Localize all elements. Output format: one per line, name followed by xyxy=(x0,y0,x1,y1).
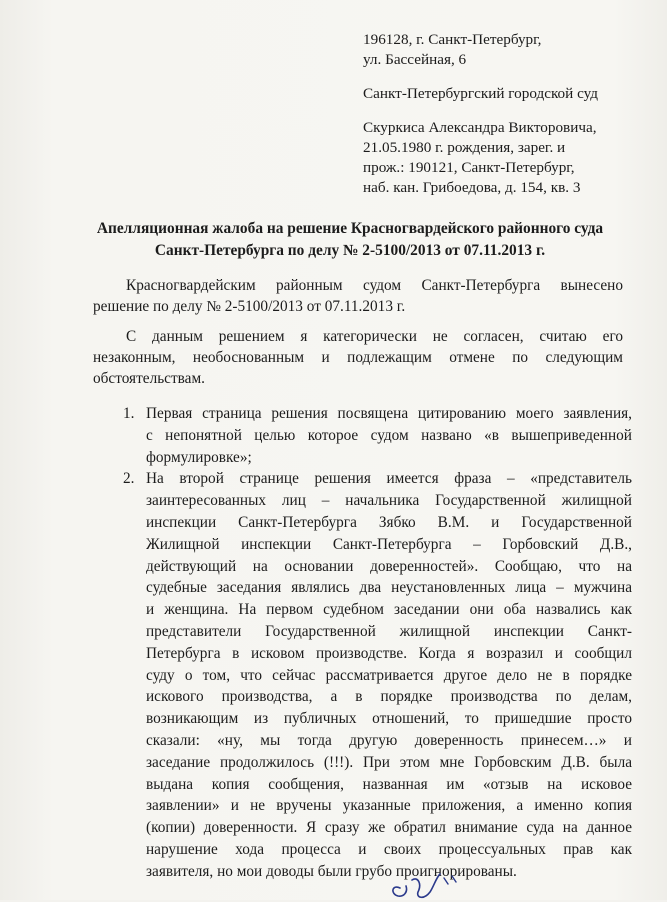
list-number: 1. xyxy=(123,405,135,422)
court-address-line-2: ул. Бассейная, 6 xyxy=(363,51,467,68)
signature-mark xyxy=(378,862,498,902)
paragraph-line: решение по делу № 2-5100/2013 от 07.11.2013 г. xyxy=(93,298,406,315)
list-line: представители Государственной жилищной инспекции Санкт- xyxy=(146,622,632,640)
list-line: формулировке»; xyxy=(146,448,252,466)
list-line: заявлении» и не вручены указанные приложения, а именно копия xyxy=(146,797,632,815)
list-line: с непонятной целью которое судом названо «в вышеприведенной xyxy=(146,426,632,444)
list-line: заседание продолжилось (!!!). При этом мне Горбовским Д.В. была xyxy=(146,753,632,771)
paragraph-line: С данным решением я категорически не согласен, считаю его xyxy=(126,328,623,345)
list-line: заинтересованных лиц – начальника Государственной жилищной xyxy=(146,492,632,510)
court-address-line-1: 196128, г. Санкт-Петербург, xyxy=(363,31,542,48)
list-line: судебные заседания являлись два неустановленных лица – мужчина xyxy=(146,579,632,597)
title-line-2: Санкт-Петербурга по делу № 2-5100/2013 от 07.11.2013 г. xyxy=(154,242,546,259)
document-title xyxy=(70,218,630,262)
list-line: выдана копия сообщения, названная им «отзыв на исковое xyxy=(146,775,632,793)
paragraph-1 xyxy=(93,275,623,317)
list-line: возникающим из публичных отношений, то пришедшие просто xyxy=(146,710,632,728)
paragraph-2 xyxy=(93,326,623,389)
list-line: На второй странице решения имеется фраза – «представитель xyxy=(146,470,632,488)
list-line: (копии) доверенности. Я сразу же обратил внимание суда на данное xyxy=(146,819,632,837)
applicant-birth: 21.05.1980 г. рождения, зарег. и xyxy=(363,139,566,156)
list-line: и женщина. На первом судебном заседании они оба назвались как xyxy=(146,601,632,619)
list-line: искового производства, а в порядке производства по делам, xyxy=(146,688,632,706)
list-line: заявителя, но мои доводы были грубо проигнорированы. xyxy=(146,862,517,880)
list-line: Первая страница решения посвящена цитированию моего заявления, xyxy=(146,405,632,422)
list-line: суду о том, что сейчас рассматривается другое дело не в порядке xyxy=(146,666,632,684)
applicant-address-2: наб. кан. Грибоедова, д. 154, кв. 3 xyxy=(363,179,581,196)
list-line: Петербурга в исковом производстве. Когда я возразил и сообщил xyxy=(146,644,632,662)
addressee-block xyxy=(363,30,653,198)
list-item-2 xyxy=(93,468,633,882)
applicant-name: Скуркиса Александра Викторовича, xyxy=(363,119,597,136)
list-line: Жилищной инспекции Санкт-Петербурга – Горбовский Д.В., xyxy=(146,535,632,553)
list-line: инспекции Санкт-Петербурга Зябко В.М. и Государственной xyxy=(146,513,632,531)
list-item-1 xyxy=(93,403,633,468)
list-line: действующий на основании доверенностей». Сообщаю, что на xyxy=(146,557,632,575)
applicant-address-1: прож.: 190121, Санкт-Петербург, xyxy=(363,159,575,176)
title-line-1: Апелляционная жалоба на решение Красногвардейского районного суда xyxy=(96,220,604,237)
list-line: нарушение хода процесса и своих процессуальных прав как xyxy=(146,840,632,858)
numbered-list xyxy=(93,403,633,883)
paragraph-line: незаконным, необоснованным и подлежащим отмене по следующим xyxy=(93,349,623,366)
paragraph-line: обстоятельствам. xyxy=(93,370,205,387)
court-name: Санкт-Петербургский городской суд xyxy=(363,85,598,102)
paragraph-line: Красногвардейским районным судом Санкт-Петербурга вынесено xyxy=(126,277,623,294)
list-line: сказали: «ну, мы тогда другую доверенность принесем…» и xyxy=(146,731,632,749)
list-number: 2. xyxy=(123,470,135,488)
